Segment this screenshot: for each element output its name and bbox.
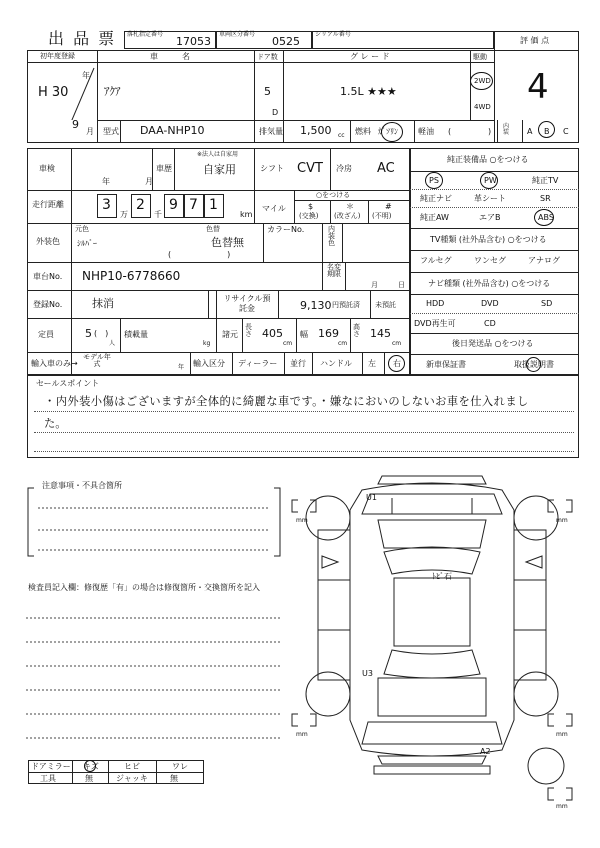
width-unit: cm: [338, 340, 348, 347]
light-label: 軽油: [418, 127, 434, 136]
inspection-label: 車検: [39, 164, 55, 173]
fuel: ｶﾞｿﾘﾝ: [378, 127, 398, 136]
form-title: 出 品 票: [48, 29, 117, 48]
footer-crack: ヒビ: [124, 762, 140, 771]
drive-2wd-circle: [470, 72, 493, 90]
model: DAA-NHP10: [140, 124, 205, 137]
repaint: 色替無: [211, 236, 244, 249]
inspection-year: 年: [102, 177, 110, 186]
aircon-label: 冷房: [336, 164, 352, 173]
fuel-circle: [381, 122, 403, 142]
reg-era: H 30: [38, 85, 69, 100]
handle-left: 左: [368, 359, 376, 368]
equip-abs-circle: [534, 209, 554, 226]
load-unit: kg: [203, 340, 211, 347]
equipment-title: 純正装備品 ○をつける: [447, 155, 529, 164]
reg-diagonal: [60, 64, 96, 120]
recycle-unit: 円預託済: [332, 301, 360, 309]
sales-line-2: た。: [44, 417, 67, 430]
shift: CVT: [297, 161, 323, 176]
capacity-unit: 人: [109, 340, 116, 347]
equip-tv: 純正TV: [532, 176, 559, 185]
height-label: 高さ: [353, 323, 360, 338]
auction-no-label: 落札指定番号: [127, 31, 164, 38]
later-warranty: 新車保証書: [426, 360, 466, 369]
navi-title: ナビ種類 (社外品含む) ○をつける: [428, 279, 551, 288]
mileage-label: 走行距離: [32, 200, 64, 209]
tv-one: ワンセグ: [474, 256, 506, 265]
chassis: NHP10-6778660: [82, 269, 181, 283]
name-change-d: 日: [398, 281, 405, 289]
sales-line-1: ・内外装小傷はございますが全体的に綺麗な車です。・嫌なにおいのしないお車を仕入れまし: [44, 395, 529, 408]
model-label: 型式: [103, 127, 119, 136]
mileage-sen: 千: [154, 210, 162, 219]
length-label: 長さ: [245, 323, 252, 338]
interior-b-circle: [538, 121, 555, 138]
reg-no: 抹消: [92, 297, 114, 310]
later-title: 後日発送品 ○をつける: [452, 339, 534, 348]
parallel: 並行: [290, 359, 306, 368]
swap-note: ○をつける: [316, 191, 351, 199]
length: 405: [262, 327, 283, 340]
aircon: AC: [377, 161, 395, 176]
car-grade: 1.5L ★★★: [340, 85, 397, 98]
import-label: 輸入車のみ→: [31, 359, 78, 368]
footer-jack: ジャッキ: [116, 774, 148, 783]
inner-color-label: 内装色: [328, 225, 335, 247]
reg-year-label: 初年度登録: [40, 52, 75, 60]
swap-opt-3-label: (不明): [372, 212, 392, 220]
drive-2wd: 2WD: [474, 77, 491, 85]
light-paren-close: ): [488, 127, 492, 136]
name-change-m: 月: [371, 281, 378, 289]
import-class-label: 輸入区分: [193, 359, 225, 368]
mileage-digit-1: 3: [102, 197, 111, 213]
mileage-man: 万: [120, 210, 128, 219]
tv-analog: アナログ: [528, 256, 560, 265]
equip-abs: ABS: [538, 213, 554, 222]
class-no: 0525: [272, 35, 300, 48]
diagram-mm-2: mm: [556, 517, 568, 524]
recycle-label: リサイクル預託金: [223, 294, 271, 313]
colorno-label: カラーNo.: [267, 225, 305, 234]
mileage-digit-5: 1: [209, 197, 218, 213]
capacity-label: 定員: [38, 330, 54, 339]
equip-pw: PW: [484, 176, 497, 185]
length-unit: cm: [283, 340, 293, 347]
grade-score: 4: [527, 67, 549, 107]
handle-right: 右: [393, 359, 401, 368]
auction-no: 17053: [176, 35, 211, 48]
inspection-month: 月: [145, 177, 153, 186]
later-manual: 取扱説明書: [514, 360, 554, 369]
footer-mirror: ドアミラー: [31, 762, 71, 771]
width: 169: [318, 327, 339, 340]
orig-color: ｼﾙﾊﾞｰ: [77, 239, 97, 248]
mileage-unit: km: [240, 210, 253, 219]
dealer: ディーラー: [238, 359, 278, 368]
equip-airbag: エアB: [479, 213, 501, 222]
navi-dvd-play: DVD再生可: [414, 319, 456, 328]
displacement-label: 排気量: [259, 127, 283, 136]
diagram-mm-3: mm: [296, 731, 308, 738]
history-note: ※法人は自家用: [197, 151, 239, 158]
mileage-digit-2: 2: [136, 197, 145, 213]
inspector-lines: [26, 600, 286, 760]
diagram-stone: ﾄﾋﾞ石: [432, 572, 452, 581]
history: 自家用: [203, 163, 236, 176]
doors-label: ドア数: [257, 53, 278, 61]
light-paren-open: (: [448, 127, 452, 136]
swap-opt-1-label: (交換): [299, 212, 319, 220]
footer-scratch: キズ: [83, 762, 99, 771]
footer-jack-val: 無: [170, 774, 178, 783]
handle-right-circle: [388, 355, 405, 372]
capacity-paren: ( ): [94, 329, 109, 338]
class-no-label: 車両区分番号: [219, 31, 256, 38]
caution-bracket: [26, 486, 282, 558]
color-label: 外装色: [36, 237, 60, 246]
equip-ps: PS: [429, 176, 439, 185]
equip-ps-circle: [425, 172, 443, 189]
navi-hdd: HDD: [426, 299, 445, 308]
swap-opt-2: ＊: [346, 202, 354, 211]
handle-label: ハンドル: [320, 359, 352, 368]
inspector-label: 検査員記入欄：修復歴「有」の場合は修復箇所・交換箇所を記入: [28, 583, 260, 592]
reg-no-label: 登録No.: [33, 300, 63, 309]
chassis-label: 車台No.: [33, 272, 63, 281]
load-label: 積載量: [124, 330, 148, 339]
reg-month: 9: [72, 118, 79, 131]
drive-4wd: 4WD: [474, 103, 491, 111]
navi-sd: SD: [541, 299, 553, 308]
equip-navi: 純正ナビ: [420, 194, 452, 203]
model-year-label: モデル年式: [83, 353, 111, 368]
sales-label: セールスポイント: [36, 379, 100, 388]
mileage-digit-4: 7: [189, 197, 198, 213]
car-name: ｱｸｱ: [104, 85, 121, 98]
diagram-a2: A2: [480, 747, 491, 756]
navi-cd: CD: [484, 319, 496, 328]
equip-pw-circle: [480, 172, 498, 189]
shift-label: シフト: [260, 164, 284, 173]
reg-year-unit: 年: [82, 71, 90, 80]
history-label: 車歴: [156, 164, 172, 173]
mile-label: マイル: [262, 204, 286, 213]
equip-sr: SR: [540, 194, 551, 203]
fuel-label: 燃料: [355, 127, 371, 136]
recycle-unpaid: 未預託: [375, 301, 396, 309]
diagram-mm-1: mm: [296, 517, 308, 524]
interior-a: A: [527, 127, 533, 136]
interior-b: B: [544, 127, 550, 136]
swap-opt-2-label: (改ざん): [334, 212, 361, 220]
height: 145: [370, 327, 391, 340]
repaint-label: 色替: [206, 225, 220, 233]
displacement-unit: cc: [338, 132, 345, 139]
swap-opt-1: $: [308, 202, 314, 211]
height-unit: cm: [392, 340, 402, 347]
interior-c: C: [563, 127, 569, 136]
grade-label: 評 価 点: [520, 36, 550, 45]
displacement: 1,500: [300, 124, 332, 137]
orig-color-label: 元色: [75, 225, 89, 233]
tv-full: フルセグ: [420, 256, 452, 265]
reg-month-unit: 月: [86, 127, 94, 136]
grade-col-label: グ レ ー ド: [350, 52, 390, 61]
model-year-unit: 年: [178, 364, 185, 371]
navi-dvd: DVD: [481, 299, 499, 308]
dims-label: 諸元: [222, 330, 238, 339]
diagram-mm-4: mm: [556, 731, 568, 738]
caution-label: 注意事項・不具合箇所: [42, 481, 122, 490]
drive-label: 駆動: [473, 53, 487, 61]
interior-label: 内装: [503, 123, 510, 136]
tv-title: TV種類 (社外品含む) ○をつける: [430, 235, 547, 244]
footer-scratch-circle: [84, 760, 96, 772]
diagram-u1: U1: [366, 493, 377, 502]
capacity: 5: [85, 327, 92, 340]
diagram-u3: U3: [362, 669, 373, 678]
footer-tools-val: 無: [85, 774, 93, 783]
sales-section: [27, 375, 579, 458]
car-diagram: [282, 470, 582, 810]
recycle-amount: 9,130: [300, 299, 332, 312]
mileage-digit-3: 9: [169, 197, 178, 213]
equip-aw: 純正AW: [420, 213, 449, 222]
car-name-label: 車 名: [150, 52, 190, 61]
diagram-mm-5: mm: [556, 803, 568, 810]
width-label: 幅: [300, 330, 308, 339]
serial-label: シリアル番号: [315, 31, 351, 38]
equip-leather: 革シート: [474, 194, 506, 203]
swap-opt-3: #: [385, 202, 392, 211]
name-change-label: 名変期限: [327, 263, 341, 278]
door-type: D: [272, 108, 279, 117]
repaint-paren: ( ): [168, 250, 231, 259]
footer-tools: 工具: [40, 774, 56, 783]
doors: 5: [264, 85, 271, 98]
later-manual-circle: [526, 357, 541, 372]
footer-break: ワレ: [172, 762, 188, 771]
